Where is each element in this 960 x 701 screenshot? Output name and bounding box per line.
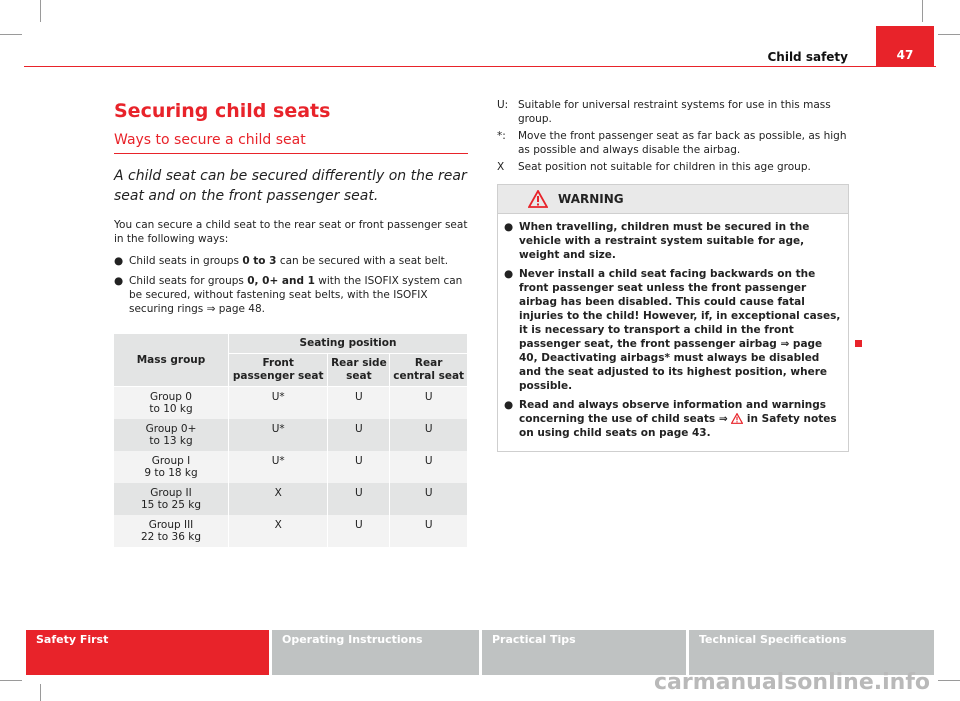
warning-header — [498, 185, 848, 214]
mass-group-cell: Group III 22 to 36 kg — [114, 515, 229, 547]
rear-side-header: Rear side seat — [328, 354, 390, 387]
bullet-icon: ● — [114, 275, 124, 287]
legend-text: Seat position not suitable for children in this age group. — [518, 161, 811, 173]
legend-item — [497, 160, 849, 174]
warning-body — [498, 214, 848, 451]
warning-bullet: ● When travelling, children must be secured in the vehicle with a restraint system suitable for age, weight and size. — [504, 221, 810, 261]
crop-mark — [0, 34, 22, 35]
legend-key: X — [497, 161, 505, 173]
intro-text: You can secure a child seat to the rear seat or front passenger seat in the following ways: — [114, 219, 468, 245]
mass-group-header: Mass group — [114, 334, 229, 387]
bullet-icon: ● — [504, 399, 514, 411]
bullet-icon: ● — [504, 221, 514, 233]
rear-central-header: Rear central seat — [390, 354, 468, 387]
front-seat-cell: U* — [229, 451, 328, 483]
side-seat-cell: U — [328, 483, 390, 515]
warning-title: WARNING — [558, 192, 624, 206]
legend-key: *: — [497, 130, 506, 142]
side-seat-cell: U — [328, 387, 390, 420]
front-seat-cell: X — [229, 483, 328, 515]
table-row — [114, 419, 468, 451]
warning-icon — [731, 413, 743, 424]
bullet-item: ● Child seats for groups 0, 0+ and 1 with the ISOFIX system can be secured, without fastening seat belts, with the ISOFIX securing rings ⇒ page 48. — [114, 275, 463, 315]
warning-bullet: ● Never install a child seat facing backwards on the front passenger seat unless the front passenger airbag has been disabled. This could cause fatal injuries to the child! However, if, in exceptional cases, it is necessary to transport a child in the front passenger seat, the front passenger airbag ⇒ page 40, Deactivating airbags* must always be disabled and the seat adjusted to its highest position, where possible. — [504, 268, 841, 392]
mass-group-cell: Group II 15 to 25 kg — [114, 483, 229, 515]
crop-mark — [938, 34, 960, 35]
bullet-icon: ● — [114, 255, 124, 267]
legend-list — [497, 98, 849, 174]
right-column — [497, 98, 849, 452]
side-seat-cell: U — [328, 515, 390, 547]
page-number: 47 — [876, 26, 934, 66]
central-seat-cell: U — [390, 515, 468, 547]
watermark: carmanualsonline.info — [654, 670, 930, 695]
mass-group-cell: Group I 9 to 18 kg — [114, 451, 229, 483]
seating-position-header: Seating position — [229, 334, 468, 354]
bullet-icon: ● — [504, 268, 514, 280]
front-seat-header: Front passenger seat — [229, 354, 328, 387]
footer-tab-safety-first[interactable]: Safety First — [26, 630, 269, 675]
table-row — [114, 451, 468, 483]
crop-mark — [922, 0, 923, 22]
side-seat-cell: U — [328, 419, 390, 451]
crop-mark — [938, 680, 960, 681]
legend-text: Suitable for universal restraint systems for use in this mass group. — [518, 99, 831, 125]
footer-nav — [26, 630, 934, 675]
page-heading: Securing child seats — [114, 100, 331, 122]
table-row — [114, 515, 468, 547]
legend-item — [497, 98, 849, 126]
crop-mark — [40, 684, 41, 701]
side-seat-cell: U — [328, 451, 390, 483]
footer-tab-operating-instructions[interactable]: Operating Instructions — [272, 630, 479, 675]
section-subheading: Ways to secure a child seat — [114, 132, 468, 154]
mass-group-cell: Group 0 to 10 kg — [114, 387, 229, 420]
section-end-marker — [855, 340, 862, 347]
header-rule — [24, 66, 936, 67]
section-title: Child safety — [767, 50, 848, 64]
legend-key: U: — [497, 99, 509, 111]
warning-icon — [528, 190, 548, 208]
legend-item — [497, 129, 849, 157]
mass-group-cell: Group 0+ to 13 kg — [114, 419, 229, 451]
central-seat-cell: U — [390, 419, 468, 451]
footer-tab-technical-specifications[interactable]: Technical Specifications — [689, 630, 934, 675]
central-seat-cell: U — [390, 451, 468, 483]
central-seat-cell: U — [390, 483, 468, 515]
footer-tab-practical-tips[interactable]: Practical Tips — [482, 630, 686, 675]
front-seat-cell: U* — [229, 419, 328, 451]
seating-table — [114, 334, 468, 547]
front-seat-cell: U* — [229, 387, 328, 420]
central-seat-cell: U — [390, 387, 468, 420]
table-row — [114, 483, 468, 515]
crop-mark — [0, 680, 22, 681]
warning-box — [497, 184, 849, 452]
warning-bullet: ● Read and always observe information and warnings concerning the use of child seats ⇒ in Safety notes on using child seats on page 43. — [504, 399, 837, 439]
left-column — [114, 92, 468, 547]
table-row — [114, 387, 468, 420]
crop-mark — [40, 0, 41, 22]
bullet-item: ● Child seats in groups 0 to 3 can be secured with a seat belt. — [114, 255, 449, 267]
legend-text: Move the front passenger seat as far back as possible, as high as possible and always disable the airbag. — [518, 130, 847, 156]
lead-text: A child seat can be secured differently on the rear seat and on the front passenger seat. — [114, 168, 467, 204]
front-seat-cell: X — [229, 515, 328, 547]
